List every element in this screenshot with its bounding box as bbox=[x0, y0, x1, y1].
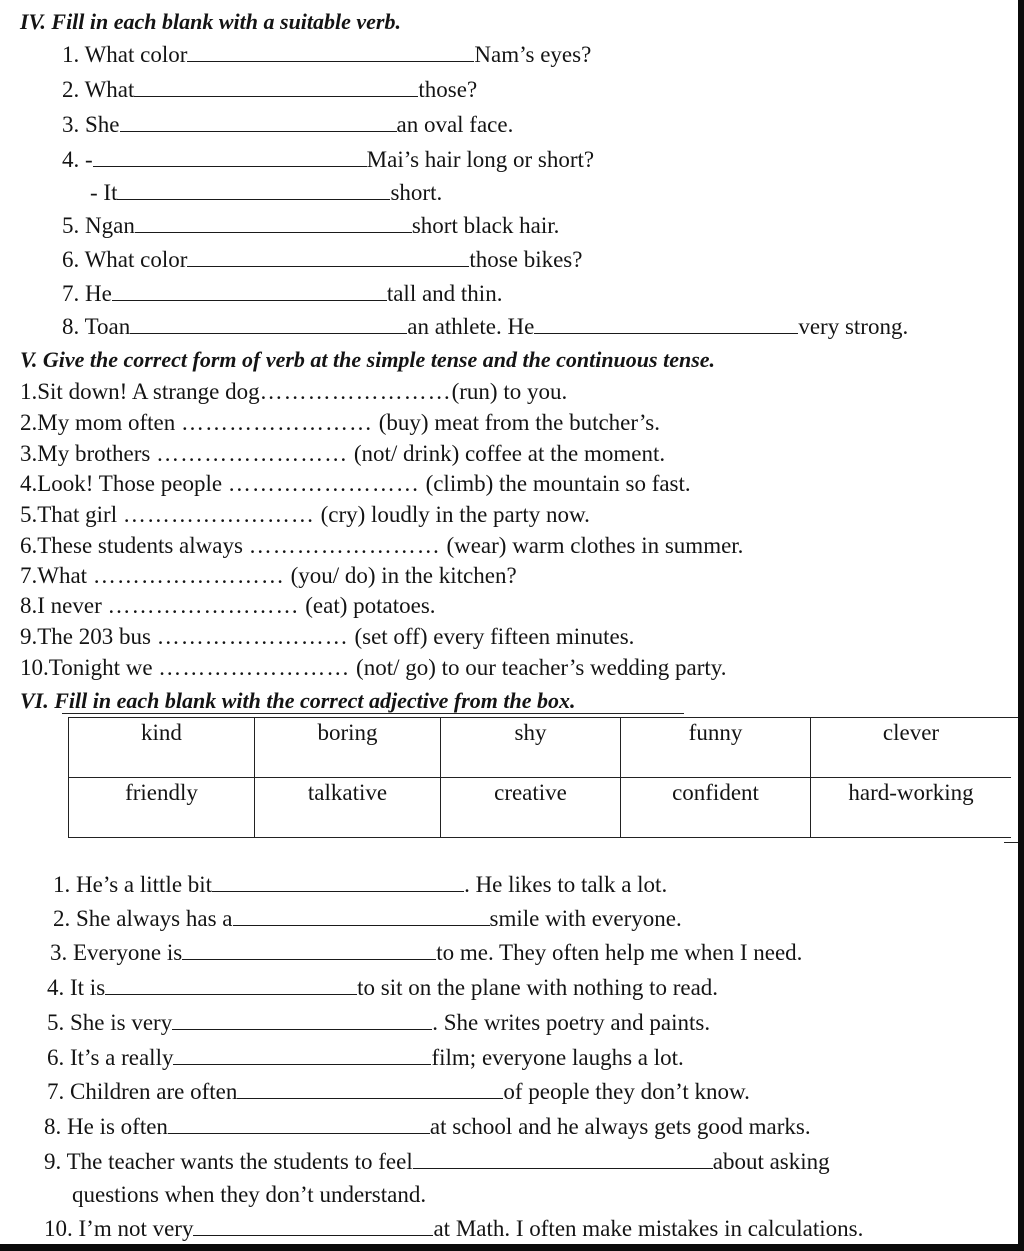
adjective-cell: talkative bbox=[255, 778, 441, 838]
scan-border-right bbox=[1018, 0, 1024, 1251]
answer-blank[interactable] bbox=[112, 280, 387, 301]
answer-blank[interactable] bbox=[237, 1078, 503, 1099]
answer-blank[interactable] bbox=[130, 313, 407, 334]
answer-blank[interactable]: …………………… bbox=[158, 655, 351, 680]
s5-item-8: 8.I never …………………… (eat) potatoes. bbox=[20, 593, 436, 618]
adjective-cell: clever bbox=[811, 718, 1012, 778]
answer-blank[interactable] bbox=[187, 41, 474, 62]
s5-item-9: 9.The 203 bus …………………… (set off) every fifteen minutes. bbox=[20, 624, 635, 649]
section-5-heading: V. Give the correct form of verb at the simple tense and the continuous tense. bbox=[20, 347, 716, 372]
answer-blank[interactable] bbox=[93, 146, 367, 167]
section-6-heading: VI. Fill in each blank with the correct adjective from the box. bbox=[20, 688, 576, 713]
s6-item-2: 2. She always has a smile with everyone. bbox=[53, 906, 682, 931]
answer-blank[interactable]: …………………… bbox=[122, 502, 315, 527]
s5-item-3: 3.My brothers …………………… (not/ drink) coffee at the moment. bbox=[20, 441, 666, 466]
s5-item-4: 4.Look! Those people …………………… (climb) the mountain so fast. bbox=[20, 471, 691, 496]
s4-item-6: 6. What color those bikes? bbox=[62, 247, 583, 272]
answer-blank[interactable] bbox=[173, 1044, 431, 1065]
s6-item-6: 6. It’s a really film; everyone laughs a lot. bbox=[47, 1045, 684, 1070]
answer-blank[interactable] bbox=[135, 212, 412, 233]
adjective-cell: friendly bbox=[69, 778, 255, 838]
adjective-cell: hard-working bbox=[811, 778, 1012, 838]
s5-item-7: 7.What …………………… (you/ do) in the kitchen? bbox=[20, 563, 517, 588]
section-4-heading: IV. Fill in each blank with a suitable verb. bbox=[20, 9, 401, 34]
s4-item-5: 5. Ngan short black hair. bbox=[62, 213, 560, 238]
s6-item-9: 9. The teacher wants the students to feel about asking bbox=[44, 1149, 830, 1174]
adjective-cell: creative bbox=[441, 778, 621, 838]
adjective-cell: confident bbox=[621, 778, 811, 838]
s5-item-6: 6.These students always …………………… (wear) warm clothes in summer. bbox=[20, 533, 744, 558]
adjective-box-edge bbox=[1004, 717, 1018, 843]
s4-item-4-answer: - It short. bbox=[90, 180, 443, 205]
s4-item-3: 3. She an oval face. bbox=[62, 112, 514, 137]
answer-blank[interactable] bbox=[212, 871, 464, 892]
s5-item-10: 10.Tonight we …………………… (not/ go) to our teacher’s wedding party. bbox=[20, 655, 727, 680]
answer-blank[interactable]: …………………… bbox=[107, 593, 300, 618]
s4-item-7: 7. He tall and thin. bbox=[62, 281, 503, 306]
s4-item-2: 2. What those? bbox=[62, 77, 478, 102]
s6-item-7: 7. Children are often of people they don’t know. bbox=[47, 1079, 750, 1104]
adjective-box bbox=[68, 717, 1011, 838]
answer-blank[interactable]: …………………… bbox=[248, 533, 441, 558]
answer-blank[interactable] bbox=[413, 1148, 713, 1169]
s5-item-1: 1.Sit down! A strange dog……………………(run) to you. bbox=[20, 379, 568, 404]
answer-blank[interactable] bbox=[182, 939, 436, 960]
s6-item-5: 5. She is very . She writes poetry and paints. bbox=[47, 1010, 711, 1035]
s6-item-8: 8. He is often at school and he always gets good marks. bbox=[44, 1114, 811, 1139]
answer-blank[interactable] bbox=[105, 974, 357, 995]
s6-item-3: 3. Everyone is to me. They often help me when I need. bbox=[50, 940, 803, 965]
adjective-cell: boring bbox=[255, 718, 441, 778]
answer-blank[interactable] bbox=[134, 76, 418, 97]
answer-blank[interactable]: …………………… bbox=[92, 563, 285, 588]
answer-blank[interactable] bbox=[193, 1215, 433, 1236]
s6-item-4: 4. It is to sit on the plane with nothing to read. bbox=[47, 975, 719, 1000]
scan-border-bottom bbox=[0, 1244, 1024, 1251]
answer-blank[interactable]: …………………… bbox=[227, 471, 420, 496]
answer-blank[interactable] bbox=[187, 246, 469, 267]
adjective-cell: shy bbox=[441, 718, 621, 778]
s6-item-10: 10. I’m not very at Math. I often make mistakes in calculations. bbox=[44, 1216, 864, 1241]
s4-item-1: 1. What color Nam’s eyes? bbox=[62, 42, 592, 67]
s5-item-5: 5.That girl …………………… (cry) loudly in the party now. bbox=[20, 502, 590, 527]
answer-blank[interactable] bbox=[120, 111, 397, 132]
answer-blank[interactable] bbox=[233, 905, 490, 926]
answer-blank[interactable]: …………………… bbox=[259, 379, 452, 404]
s5-item-2: 2.My mom often …………………… (buy) meat from the butcher’s. bbox=[20, 410, 660, 435]
answer-blank[interactable]: …………………… bbox=[156, 441, 349, 466]
adjective-box-row bbox=[69, 778, 1012, 838]
s6-item-9-continued: questions when they don’t understand. bbox=[72, 1182, 427, 1207]
answer-blank[interactable]: …………………… bbox=[181, 410, 373, 435]
answer-blank[interactable] bbox=[117, 179, 390, 200]
s6-item-1: 1. He’s a little bit . He likes to talk a lot. bbox=[53, 872, 668, 897]
s4-item-4: 4. - Mai’s hair long or short? bbox=[62, 147, 595, 172]
answer-blank[interactable] bbox=[534, 313, 798, 334]
s4-item-8: 8. Toan an athlete. He very strong. bbox=[62, 314, 909, 339]
adjective-cell: funny bbox=[621, 718, 811, 778]
heading-underline bbox=[62, 713, 684, 714]
adjective-cell: kind bbox=[69, 718, 255, 778]
answer-blank[interactable] bbox=[168, 1113, 430, 1134]
answer-blank[interactable] bbox=[172, 1009, 432, 1030]
answer-blank[interactable]: …………………… bbox=[156, 624, 349, 649]
adjective-box-row bbox=[69, 718, 1012, 778]
